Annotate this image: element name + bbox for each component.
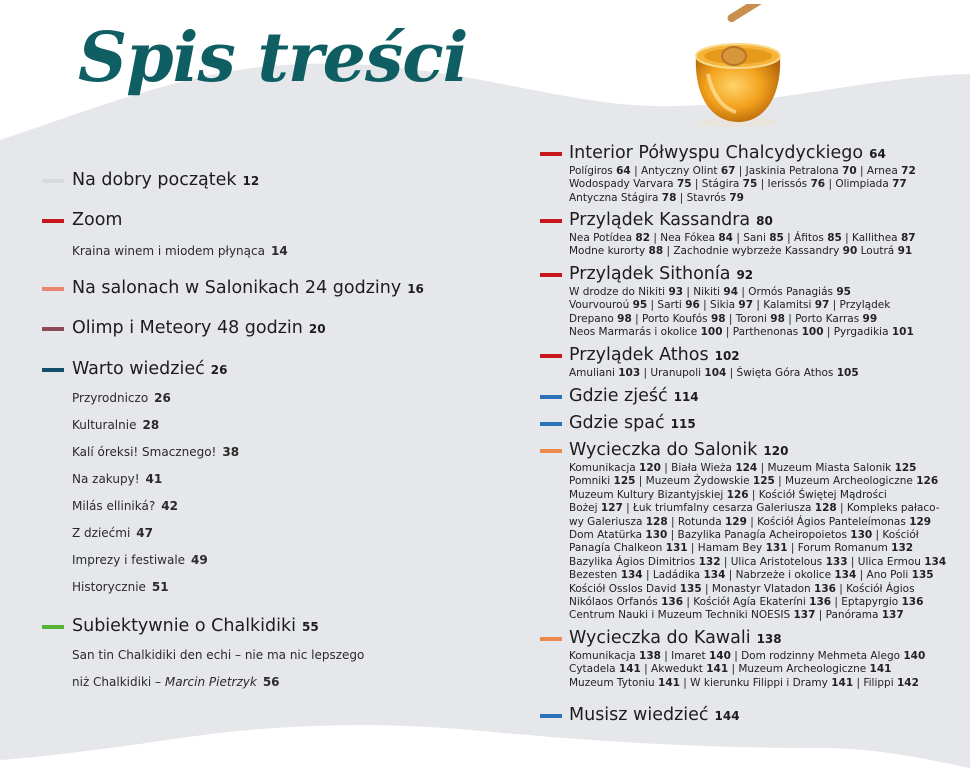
section-color-bar	[540, 219, 562, 223]
section-line: Nikólaos Orfanós 136 | Kościół Agía Ekateríni 136 | Eptapyrgio 136	[569, 596, 924, 609]
section-line: wy Galeriusza 128 | Rotunda 129 | Kościół Ágios Panteleímonas 129	[569, 515, 932, 528]
section-line: W drodze do Nikiti 93 | Nikiti 94 | Ormós Panagiás 95	[569, 286, 851, 298]
section-color-bar	[42, 625, 64, 629]
section-line: Polígiros 64 | Antyczny Olint 67 | Jaskinia Petralona 70 | Arnea 72	[569, 165, 916, 177]
entry-heading: Subiektywnie o Chalkidiki 55	[72, 616, 319, 636]
section-body	[569, 165, 954, 205]
section-line: Muzeum Tytoniu 141 | W kierunku Filippi i Dramy 141 | Filippi 142	[569, 676, 919, 689]
section-color-bar	[540, 354, 562, 358]
section-line: Kościół Osslos David 135 | Monastyr Vlatadon 136 | Kościół Ágios	[569, 582, 915, 595]
toc-subentry[interactable]: Z dziećmi 47	[72, 526, 153, 540]
section-line: Nea Potídea 82 | Nea Fókea 84 | Sani 85 | Áfitos 85 | Kallithea 87	[569, 232, 916, 244]
section-line: Centrum Nauki i Muzeum Techniki NOESIS 137 | Panórama 137	[569, 609, 904, 622]
section-heading: Przylądek Kassandra 80	[569, 210, 773, 230]
section-heading: Przylądek Athos 102	[569, 345, 740, 365]
section-heading: Gdzie spać 115	[569, 413, 696, 433]
section-line: Muzeum Kultury Bizantyjskiej 126 | Kościół Świętej Mądrości	[569, 488, 887, 501]
toc-subentry-kraina[interactable]: Kraina winem i miodem płynąca 14	[72, 244, 288, 258]
entry-heading: Olimp i Meteory 48 godzin 20	[72, 318, 326, 338]
entry-heading: Warto wiedzieć 26	[72, 359, 228, 379]
toc-subentry[interactable]: Imprezy i festiwale 49	[72, 553, 208, 567]
section-line: Pomniki 125 | Muzeum Żydowskie 125 | Muzeum Archeologiczne 126	[569, 475, 939, 488]
section-body	[569, 462, 954, 623]
section-line: Amuliani 103 | Uranupoli 104 | Święta Góra Athos 105	[569, 367, 859, 379]
section-line: Bazylika Ágios Dimitrios 132 | Ulica Aristotelous 133 | Ulica Ermou 134	[569, 555, 947, 568]
toc-subentry[interactable]: Przyrodniczo 26	[72, 391, 171, 405]
section-color-bar	[540, 395, 562, 399]
section-line: Bożej 127 | Łuk triumfalny cesarza Galeriusza 128 | Kompleks pałaco-	[569, 502, 940, 515]
section-line: Dom Atatürka 130 | Bazylika Panagía Acheiropoietos 130 | Kościół	[569, 529, 919, 542]
section-color-bar	[540, 714, 562, 718]
section-color-bar	[42, 179, 64, 183]
section-heading: Musisz wiedzieć 144	[569, 705, 740, 725]
section-color-bar	[540, 152, 562, 156]
entry-heading: Na salonach w Salonikach 24 godziny 16	[72, 278, 424, 298]
section-line: Antyczna Stágira 78 | Stavrós 79	[569, 191, 744, 204]
section-color-bar	[540, 273, 562, 277]
toc-subentry[interactable]: Kalí óreksi! Smacznego! 38	[72, 445, 240, 459]
section-body	[569, 650, 954, 690]
section-line: Modne kurorty 88 | Zachodnie wybrzeże Kassandry 90 Loutrá 91	[569, 245, 913, 258]
section-color-bar	[540, 449, 562, 453]
section-line: Vourvouroú 95 | Sarti 96 | Sikia 97 | Kalamitsi 97 | Przylądek	[569, 299, 891, 312]
section-color-bar	[540, 422, 562, 426]
section-line: Wodospady Varvara 75 | Stágira 75 | Ierissós 76 | Olimpiada 77	[569, 178, 907, 191]
section-line: Panagía Chalkeon 131 | Hamam Bey 131 | Forum Romanum 132	[569, 542, 914, 555]
toc-subentry[interactable]: Na zakupy! 41	[72, 472, 163, 486]
section-color-bar	[42, 219, 64, 223]
toc-subentry[interactable]: Milás elliniká? 42	[72, 499, 178, 513]
section-line: Komunikacja 120 | Biała Wieża 124 | Muzeum Miasta Salonik 125	[569, 462, 917, 474]
entry-heading: Na dobry początek 12	[72, 170, 260, 190]
section-heading: Przylądek Sithonía 92	[569, 264, 754, 284]
section-line: Komunikacja 138 | Imaret 140 | Dom rodzinny Mehmeta Alego 140	[569, 650, 926, 662]
section-body	[569, 367, 954, 380]
section-heading: Gdzie zjeść 114	[569, 386, 699, 406]
section-line: Cytadela 141 | Akwedukt 141 | Muzeum Archeologiczne 141	[569, 663, 892, 676]
section-heading: Wycieczka do Salonik 120	[569, 440, 789, 460]
section-line: Drepano 98 | Porto Koufós 98 | Toroni 98 | Porto Karras 99	[569, 312, 878, 325]
toc-subentry[interactable]: Kulturalnie 28	[72, 418, 160, 432]
section-color-bar	[42, 287, 64, 291]
page-title: Spis treści	[78, 18, 468, 98]
toc-subentry-san-tin[interactable]: San tin Chalkidiki den echi – nie ma nic lepszego	[72, 648, 365, 662]
section-body	[569, 286, 954, 340]
toc-subentry[interactable]: Historycznie 51	[72, 580, 169, 594]
section-color-bar	[42, 327, 64, 331]
honey-jar-image	[688, 4, 838, 128]
entry-heading: Zoom	[72, 210, 123, 230]
section-heading: Wycieczka do Kawali 138	[569, 628, 782, 648]
section-line: Bezesten 134 | Ladádika 134 | Nabrzeże i okolice 134 | Ano Poli 135	[569, 569, 934, 582]
section-line: Neos Marmarás i okolice 100 | Parthenonas 100 | Pyrgadikia 101	[569, 326, 914, 339]
section-body	[569, 232, 954, 259]
toc-subentry-marcin[interactable]: niż Chalkidiki – Marcin Pietrzyk 56	[72, 675, 280, 689]
section-color-bar	[42, 368, 64, 372]
section-heading: Interior Półwyspu Chalcydyckiego 64	[569, 143, 886, 163]
section-color-bar	[540, 637, 562, 641]
